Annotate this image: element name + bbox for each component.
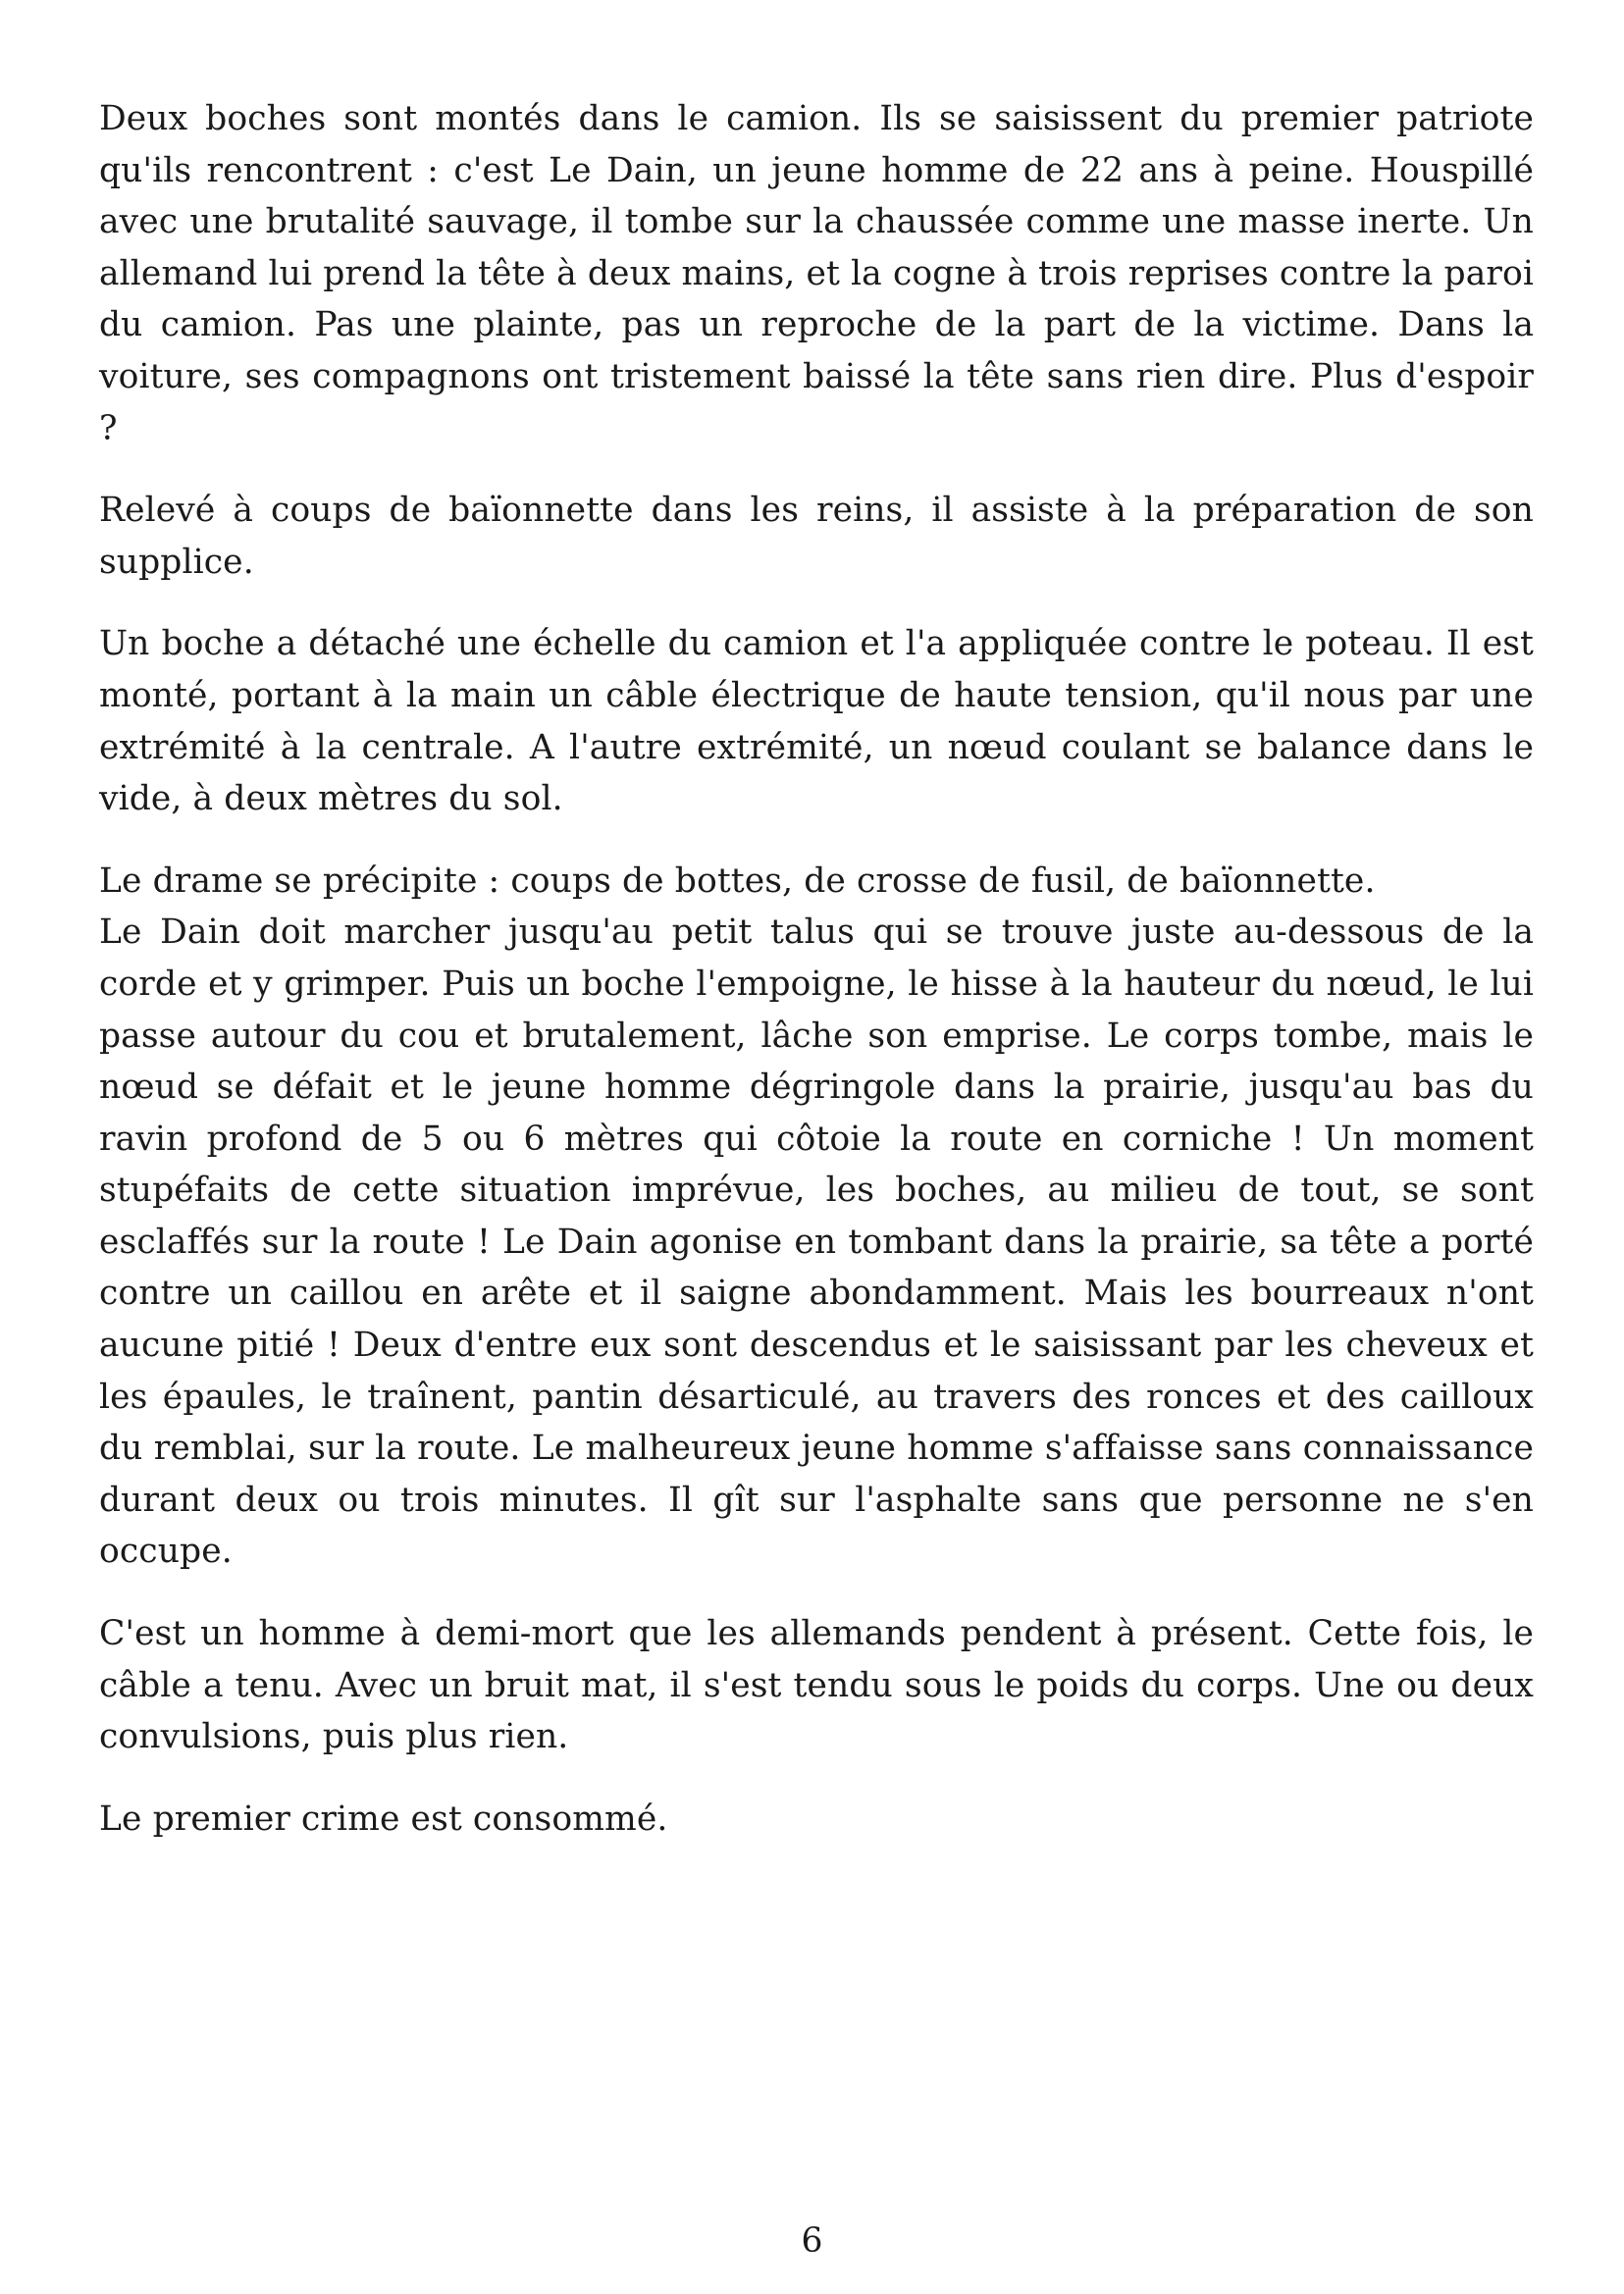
paragraph-bayonet: Relevé à coups de baïonnette dans les reins, il assiste à la préparation de son supplice. xyxy=(99,491,1534,582)
page-body xyxy=(99,93,1534,1875)
paragraph-drama: Le drame se précipite : coups de bottes, de crosse de fusil, de baïonnette. xyxy=(99,860,1376,901)
paragraph-hanging-attempt: Le Dain doit marcher jusqu'au petit talus qui se trouve juste au-dessous de la corde et y grimper. Puis un boche l'empoigne, le hisse à la hauteur du nœud, le lui passe autour du cou et brutalement, lâche son emprise. Le corps tombe, mais le nœud se défait et le jeune homme dégringole dans la prairie, jusqu'au bas du ravin profond de 5 ou 6 mètres qui côtoie la route en corniche ! Un moment stupéfaits de cette situation imprévue, les boches, au milieu de tout, se sont esclaffés sur la route ! Le Dain agonise en tombant dans la prairie, sa tête a porté contre un caillou en arête et il saigne abondamment. Mais les bourreaux n'ont aucune pitié ! Deux d'entre eux sont descendus et le saisissant par les cheveux et les épaules, le traînent, pantin désarticulé, au travers des ronces et des cailloux du remblai, sur la route. Le malheureux jeune homme s'affaisse sans connaissance durant deux ou trois minutes. Il gît sur l'asphalte sans que personne ne s'en occupe. xyxy=(99,912,1534,1572)
paragraph-ladder: Un boche a détaché une échelle du camion et l'a appliquée contre le poteau. Il est monté, portant à la main un câble électrique de haute tension, qu'il nous par une extrémité à la centrale. A l'autre extrémité, un nœud coulant se balance dans le vide, à deux mètres du sol. xyxy=(99,624,1534,819)
paragraph-conclusion: Le premier crime est consommé. xyxy=(99,1799,668,1839)
page-number: 6 xyxy=(801,2221,823,2261)
paragraph-arrest: Deux boches sont montés dans le camion. Ils se saisissent du premier patriote qu'ils rencontrent : c'est Le Dain, un jeune homme de 22 ans à peine. Houspillé avec une brutalité sauvage, il tombe sur la chaussée comme une masse inerte. Un allemand lui prend la tête à deux mains, et la cogne à trois reprises contre la paroi du camion. Pas une plainte, pas un reproche de la part de la victime. Dans la voiture, ses compagnons ont tristement baissé la tête sans rien dire. Plus d'espoir ? xyxy=(99,99,1534,448)
paragraph-second-hanging: C'est un homme à demi-mort que les allemands pendent à présent. Cette fois, le câble a tenu. Avec un bruit mat, il s'est tendu sous le poids du corps. Une ou deux convulsions, puis plus rien. xyxy=(99,1614,1534,1757)
